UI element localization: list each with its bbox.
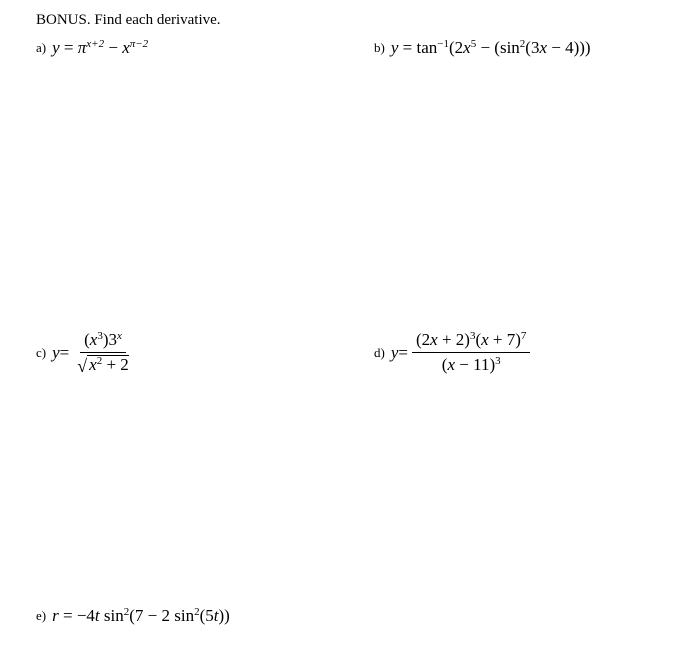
problem-e-label: e)	[36, 608, 47, 623]
sin-term: − (sin	[476, 38, 520, 57]
closing-term: ))	[218, 606, 230, 625]
exponent-2-inner: 2	[194, 605, 200, 618]
inverse-exponent: −1	[437, 37, 449, 50]
paren-open: (	[441, 355, 448, 374]
paren-close-3: )3	[102, 330, 118, 349]
x-variable-2: x	[539, 38, 548, 57]
equals-sign: =	[398, 38, 417, 57]
x-base: x	[122, 38, 130, 57]
equals-sign: =	[59, 343, 70, 363]
problem-b-label: b)	[374, 40, 385, 55]
square-root	[77, 355, 129, 375]
radical-icon: √	[77, 355, 88, 376]
denominator	[73, 353, 133, 377]
lhs-variable: r	[52, 606, 59, 625]
lhs-variable: y	[390, 342, 399, 362]
problem-e-expression	[52, 606, 230, 626]
open-term: (2	[448, 38, 464, 57]
closing-term: − 4)))	[547, 38, 591, 57]
term-open: (2	[415, 330, 431, 349]
x-variable-2: x	[481, 330, 489, 349]
exponent-2: 2	[123, 605, 130, 618]
term-minus-11: − 11)	[455, 355, 496, 374]
x-variable: x	[430, 330, 438, 349]
exponent-2: 2	[96, 354, 103, 367]
equals-coefficient: = −4	[58, 606, 95, 625]
exponent-3: 3	[97, 329, 103, 342]
lhs-variable: y	[52, 343, 60, 363]
problem-a-label: a)	[36, 40, 47, 55]
exponent-pi-minus-2: π−2	[129, 37, 149, 50]
problem-c-label: c)	[36, 345, 47, 361]
term-plus-7: + 7)	[488, 330, 521, 349]
t-variable: t	[94, 606, 100, 625]
problem-a	[36, 38, 148, 58]
problem-e	[36, 606, 230, 626]
worksheet-header: BONUS. Find each derivative.	[36, 12, 221, 28]
problem-b-expression	[391, 38, 591, 58]
problem-c-expression	[52, 330, 133, 377]
t-variable-2: t	[213, 606, 219, 625]
minus-sign: −	[104, 38, 123, 57]
exponent-3: 3	[469, 329, 476, 342]
exponent-x-plus-2: x+2	[86, 37, 105, 50]
fraction	[73, 330, 133, 377]
x-variable: x	[463, 38, 471, 57]
denominator	[438, 353, 505, 375]
problem-d-expression	[391, 330, 531, 375]
exponent-x: x	[117, 329, 122, 342]
fraction	[412, 330, 530, 375]
x-variable: x	[89, 330, 98, 349]
sin-function: sin	[99, 606, 124, 625]
exponent-7: 7	[520, 329, 527, 342]
sin-argument: (5	[199, 606, 214, 625]
exponent-5: 5	[470, 37, 477, 50]
lhs-variable: y	[390, 38, 399, 57]
radicand	[87, 355, 129, 375]
equals-sign: =	[398, 342, 408, 362]
x-variable: x	[89, 355, 97, 374]
problem-d	[374, 330, 530, 375]
problem-a-expression	[52, 38, 148, 58]
paren-open: (	[84, 330, 90, 349]
tan-function: tan	[416, 38, 438, 57]
lhs-variable: y	[52, 38, 60, 57]
exponent-2: 2	[519, 37, 526, 50]
x-variable: x	[447, 355, 455, 374]
sin-argument: (3	[525, 38, 540, 57]
inner-term: (7 − 2 sin	[129, 606, 195, 625]
equals-sign: =	[59, 38, 78, 57]
problem-b	[374, 38, 591, 58]
numerator	[412, 330, 530, 353]
plus-two: + 2	[102, 355, 129, 374]
exponent-3: 3	[495, 354, 501, 367]
problem-d-label: d)	[374, 344, 385, 360]
problem-c	[36, 330, 133, 377]
pi-base: π	[77, 38, 87, 57]
paren-open: (	[475, 330, 482, 349]
numerator	[80, 330, 126, 353]
term-plus-2: + 2)	[437, 330, 470, 349]
